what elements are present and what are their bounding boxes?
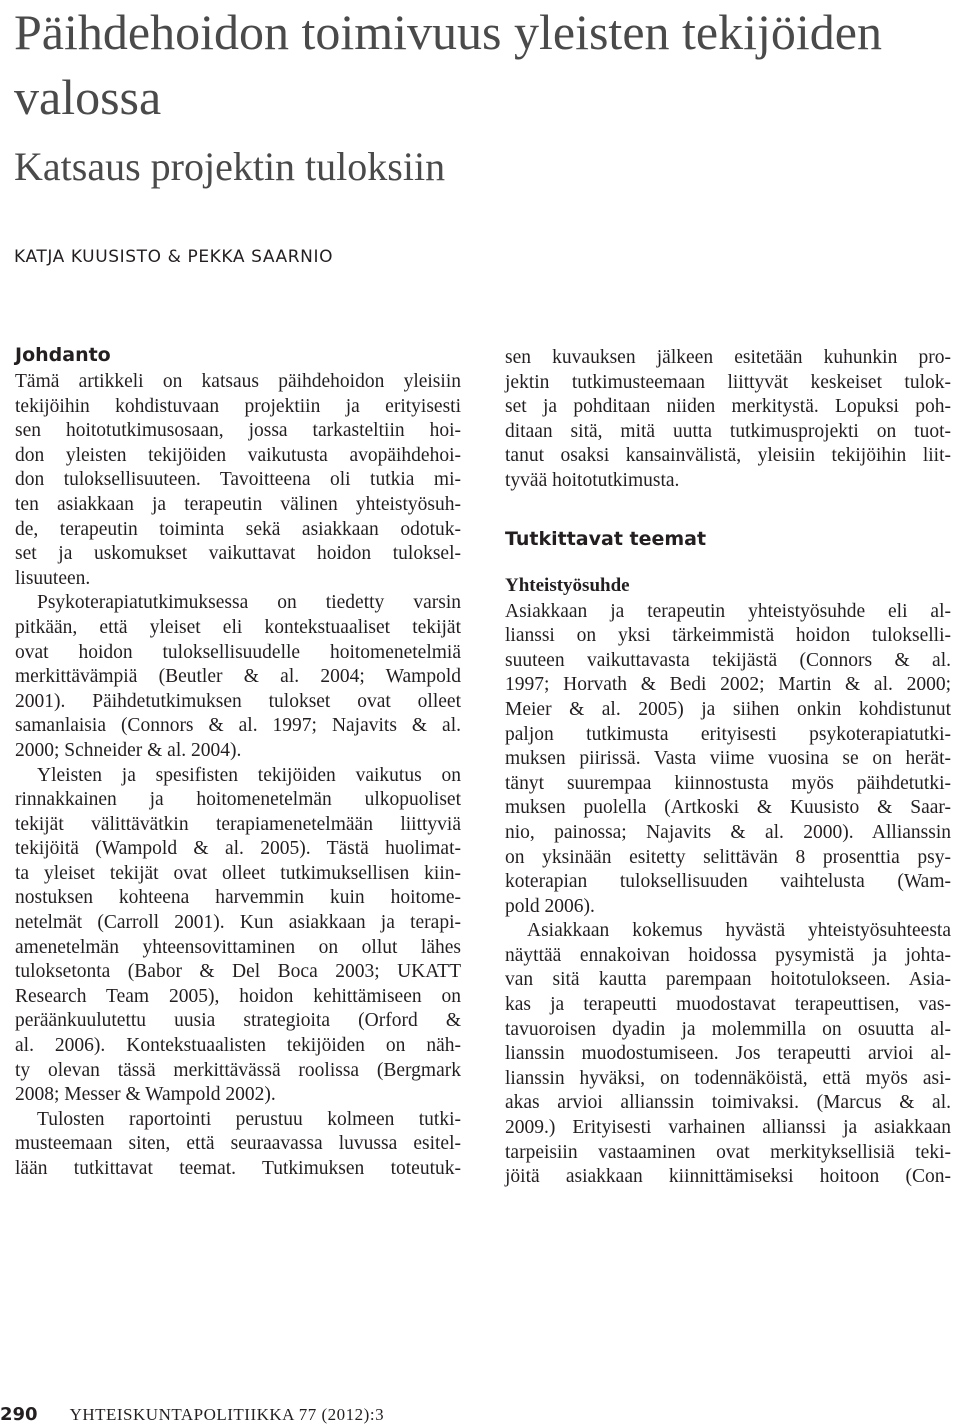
text-line: rinnakkainen ja hoitomenetelmän ulkopuoliset (15, 789, 461, 811)
text-line: lianssin muodostumiseen. Jos terapeutti arvioi al- (505, 1043, 951, 1065)
text-line: akas arvioi allianssin toimivaksi. (Marcus & al. (505, 1092, 951, 1114)
text-line: tekijöihin kohdistuvaan projektiin ja erityisesti (15, 395, 461, 417)
subsection-heading-yhteistyosuhde: Yhteistyösuhde (505, 574, 630, 596)
text-line: tänyt suurempaa kiinnostusta myös päihdetutki- (505, 772, 951, 794)
text-line: Tulosten raportointi perustuu kolmeen tutki- (37, 1108, 461, 1130)
text-line: Research Team 2005), hoidon kehittämiseen on (15, 985, 461, 1007)
text-line: lianssin hyväksi, on todennäköistä, että myös asi- (505, 1067, 951, 1089)
text-line: tuloksetonta (Babor & Del Boca 2003; UKATT (15, 961, 461, 983)
text-line: ty olevan tässä merkittävässä roolissa (Bergmark (15, 1059, 461, 1081)
text-line: muksen puolella (Artkoski & Kuusisto & Saar- (505, 797, 951, 819)
text-line: nostuksen kohteena harvemmin kuin hoitome- (15, 887, 461, 909)
text-line: tavuoroisen dyadin ja molemmilla on osuutta al- (505, 1018, 951, 1040)
section-spacer (505, 494, 951, 526)
text-line: tekijät välittävätkin terapiamenetelmään liittyviä (15, 813, 461, 835)
right-column (505, 346, 951, 1190)
text-line: Yleisten ja spesifisten tekijöiden vaikutus on (37, 764, 461, 786)
text-line: sen hoitotutkimusosaan, jossa tarkasteltiin hoi- (15, 420, 461, 442)
text-line: samanlaisia (Connors & al. 1997; Najavits & al. (15, 715, 461, 737)
article-subtitle: Katsaus projektin tuloksiin (14, 144, 446, 189)
left-column-body (15, 370, 461, 1182)
text-line: tyvää hoitotutkimusta. (505, 469, 680, 491)
article-title: Päihdehoidon toimivuus yleisten tekijöiden valossa (14, 4, 882, 125)
text-line: jektin tutkimusteemaan liittyvät keskeiset tulok- (505, 371, 951, 393)
text-line: kas ja terapeutti muodostavat terapeuttisen, vas- (505, 994, 951, 1016)
section-heading-johdanto: Johdanto (15, 344, 111, 366)
text-line: jöitä asiakkaan kiinnittämiseksi hoitoon (Con- (505, 1166, 951, 1188)
text-line: paljon tutkimusta erityisesti psykoterapiatutki- (505, 723, 951, 745)
text-line: al. 2006). Kontekstuaalisten tekijöiden on näh- (15, 1035, 461, 1057)
text-line: koterapian tuloksellisuuden vaihtelusta (Wam- (505, 871, 951, 893)
text-line: on yksinään esitetty selittävän 8 prosenttia psy- (505, 846, 951, 868)
text-line: ten asiakkaan ja terapeutin välinen yhteistyösuh- (15, 493, 461, 515)
page-footer (0, 1403, 384, 1427)
page-number: 290 (0, 1404, 38, 1425)
text-line: Asiakkaan ja terapeutin yhteistyösuhde eli al- (505, 600, 951, 622)
text-line: lisuuteen. (15, 567, 91, 589)
text-line: Psykoterapiatutkimuksessa on tiedetty varsin (37, 592, 461, 614)
journal-name: YHTEISKUNTAPOLITIIKKA 77 (2012):3 (69, 1405, 385, 1424)
text-line: merkittävämpiä (Beutler & al. 2004; Wampold (15, 666, 461, 688)
text-line: sen kuvauksen jälkeen esitetään kuhunkin pro- (505, 347, 951, 368)
article-authors: KATJA KUUSISTO & PEKKA SAARNIO (14, 247, 334, 267)
text-line: musteemaan siten, että seuraavassa luvussa esitel- (15, 1133, 461, 1155)
text-line: 2000; Schneider & al. 2004). (15, 739, 242, 761)
text-line: pold 2006). (505, 895, 595, 917)
text-line: 1997; Horvath & Bedi 2002; Martin & al. 2000; (505, 674, 951, 696)
text-line: 2001). Päihdetutkimuksen tulokset ovat olleet (15, 690, 461, 712)
section-heading-tutkittavat-teemat: Tutkittavat teemat (505, 527, 707, 550)
text-line: nio, painossa; Najavits & al. 2000). Allianssin (505, 821, 951, 843)
text-line: don yleisten tekijöiden vaikutusta avopäihdehoi- (15, 444, 461, 466)
text-line: 2008; Messer & Wampold 2002). (15, 1084, 276, 1106)
text-line: don tuloksellisuuteen. Tavoitteena oli tutkia mi- (15, 469, 461, 491)
text-line: netelmät (Carroll 2001). Kun asiakkaan ja terapi- (15, 912, 461, 934)
text-line: amenetelmän yhteensovittaminen on ollut lähes (15, 936, 461, 958)
text-line: näyttää ennakoivan hoidossa pysymistä ja johta- (505, 944, 951, 966)
text-line: ta yleiset tekijät ovat olleet tutkimuksellisen kiin- (15, 862, 461, 884)
text-line: set ja uskomukset vaikuttavat hoidon tuloksel- (15, 543, 461, 565)
text-line: lään tutkittavat teemat. Tutkimuksen toteutuk- (15, 1158, 461, 1179)
text-line: set ja pohditaan niiden merkitystä. Lopuksi poh- (505, 396, 951, 418)
text-line: lianssi on yksi tärkeimmistä hoidon tulokselli- (505, 625, 951, 647)
text-line: tarpeisiin vastaaminen ovat merkityksellisiä teki- (505, 1141, 951, 1163)
text-line: ditaan sitä, mitä uutta tutkimusprojekti on tuot- (505, 420, 951, 442)
text-line: Tämä artikkeli on katsaus päihdehoidon yleisiin (15, 371, 461, 392)
text-line: ovat hoidon tuloksellisuudelle hoitomenetelmiä (15, 641, 461, 663)
right-column-intro (505, 346, 951, 494)
text-line: tanut osaksi kansainvälistä, yleisiin tekijöihin liit- (505, 445, 951, 467)
text-line: peräänkuulutettu uusia strategioita (Orford & (15, 1010, 461, 1032)
text-line: muksen piirissä. Vasta viime vuosina se on herät- (505, 748, 951, 770)
text-line: Meier & al. 2005) ja siihen onkin kohdistunut (505, 698, 951, 720)
text-line: de, terapeutin toiminta sekä asiakkaan odotuk- (15, 518, 461, 540)
right-column-body (505, 600, 951, 1190)
text-line: Asiakkaan kokemus hyvästä yhteistyösuhteesta (527, 920, 951, 942)
text-line: pitkään, että yleiset eli kontekstuaaliset tekijät (15, 616, 461, 638)
text-line: 2009.) Erityisesti varhainen allianssi ja asiakkaan (505, 1117, 951, 1139)
section-spacer (505, 554, 951, 574)
text-line: van sitä kautta parempaan hoitotulokseen. Asia- (505, 969, 951, 991)
text-line: suuteen vaikuttavasta tekijästä (Connors & al. (505, 649, 951, 671)
left-column (15, 342, 461, 1182)
text-line: tekijöitä (Wampold & al. 2005). Tästä huolimat- (15, 838, 461, 860)
